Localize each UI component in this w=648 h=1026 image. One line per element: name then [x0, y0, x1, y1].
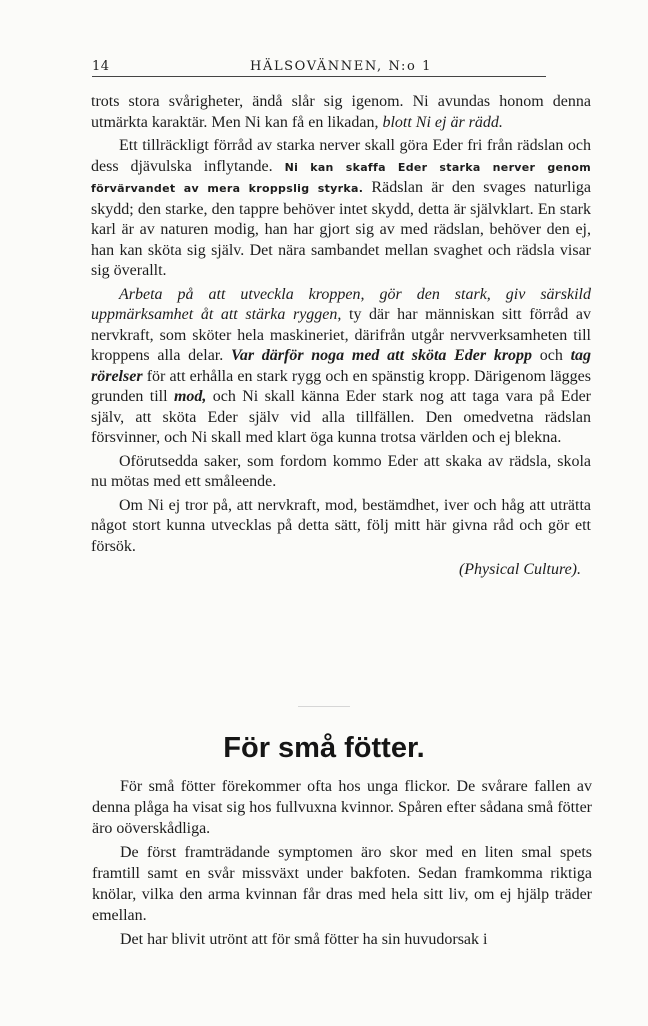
source-citation: (Physical Culture).	[458, 561, 581, 578]
article-small-feet	[92, 776, 592, 953]
paragraph-4: Oförutsedda saker, som fordom kommo Eder att skaka av rädsla, skola nu mötas med ett småleende.	[91, 452, 591, 490]
paragraph-2: De först framträdande symptomen äro skor med en liten smal spets framtill samt en svår missväxt under bakfoten. Sedan framkomma riktiga knölar, vilka den arma kvinnan får dras med hela sitt liv, om ej hjälp träder emellan.	[92, 844, 592, 924]
header-rule	[92, 76, 546, 77]
paragraph-1: För små fötter förekommer ofta hos unga flickor. De svårare fallen av denna plåga ha visat sig hos fullvuxna kvinnor. Spåren efter sådana små fötter äro oöverskådliga.	[92, 778, 592, 837]
page-number: 14	[92, 59, 110, 74]
emphasis: Var därför noga med att sköta Eder kropp	[230, 347, 533, 364]
paragraph-2: Ett tillräckligt förråd av starka nerver skall göra Eder fri från rädslan och dess djävulska inflytande. Ni kan skaffa Eder starka nerver genom förvärvandet av mera kroppslig styrka. Rädslan är den svages naturliga skydd; den starke, den tappre behöver intet skydd, detta är självklart. En stark karl är av naturen modig, han har gjort sig av med rädslan, behöver den ej, han kan sköta sig själv. Det nära sambandet mellan svaghet och rädsla visar sig överallt.	[91, 137, 592, 279]
article-courage	[91, 92, 591, 584]
page-header	[92, 59, 590, 79]
bold-statement: Ni kan skaffa Eder starka nerver genom förvärvandet av mera kroppslig styrka.	[91, 160, 592, 195]
paragraph-3: Arbeta på att utveckla kroppen, gör den stark, giv särskild uppmärksamhet åt att stärka ryggen, ty där har människan sitt förråd av nervkraft, som sköter hela maskineriet, därifrån utgår nervverksamheten till kroppens alla delar. Var därför noga med att sköta Eder kropp och tag rörelser för att erhålla en stark rygg och en spänstig kropp. Därigenom lägges grunden till mod, och Ni skall känna Eder stark nog att taga vara på Eder själv, att sköta Eder själv vid alla tillfällen. Den omedvetna rädslan försvinner, och Ni skall med klart öga kunna trotsa världen och ej blekna.	[91, 285, 592, 446]
emphasis: Arbeta på att utveckla kroppen, gör den stark, giv särskild uppmärksamhet åt att stärka ryggen,	[91, 285, 591, 323]
running-title: HÄLSOVÄNNEN, N:o 1	[250, 59, 432, 74]
article-title: För små fötter.	[223, 732, 425, 764]
paragraph-5: Om Ni ej tror på, att nervkraft, mod, bestämdhet, iver och håg att uträtta något stort kunna utvecklas på detta sätt, följ mitt här givna råd och gör ett försök.	[91, 496, 591, 555]
emphasis: mod,	[173, 388, 207, 405]
emphasis: tag rörelser	[91, 347, 592, 385]
emphasis: blott Ni ej är rädd.	[382, 113, 503, 131]
section-divider	[298, 706, 350, 707]
paragraph-1: trots stora svårigheter, ändå slår sig igenom. Ni avundas honom denna utmärkta karaktär. Men Ni kan få en likadan, blott Ni ej är rädd.	[91, 93, 591, 131]
paragraph-3: Det har blivit utrönt att för små fötter ha sin huvudorsak i	[120, 931, 488, 948]
